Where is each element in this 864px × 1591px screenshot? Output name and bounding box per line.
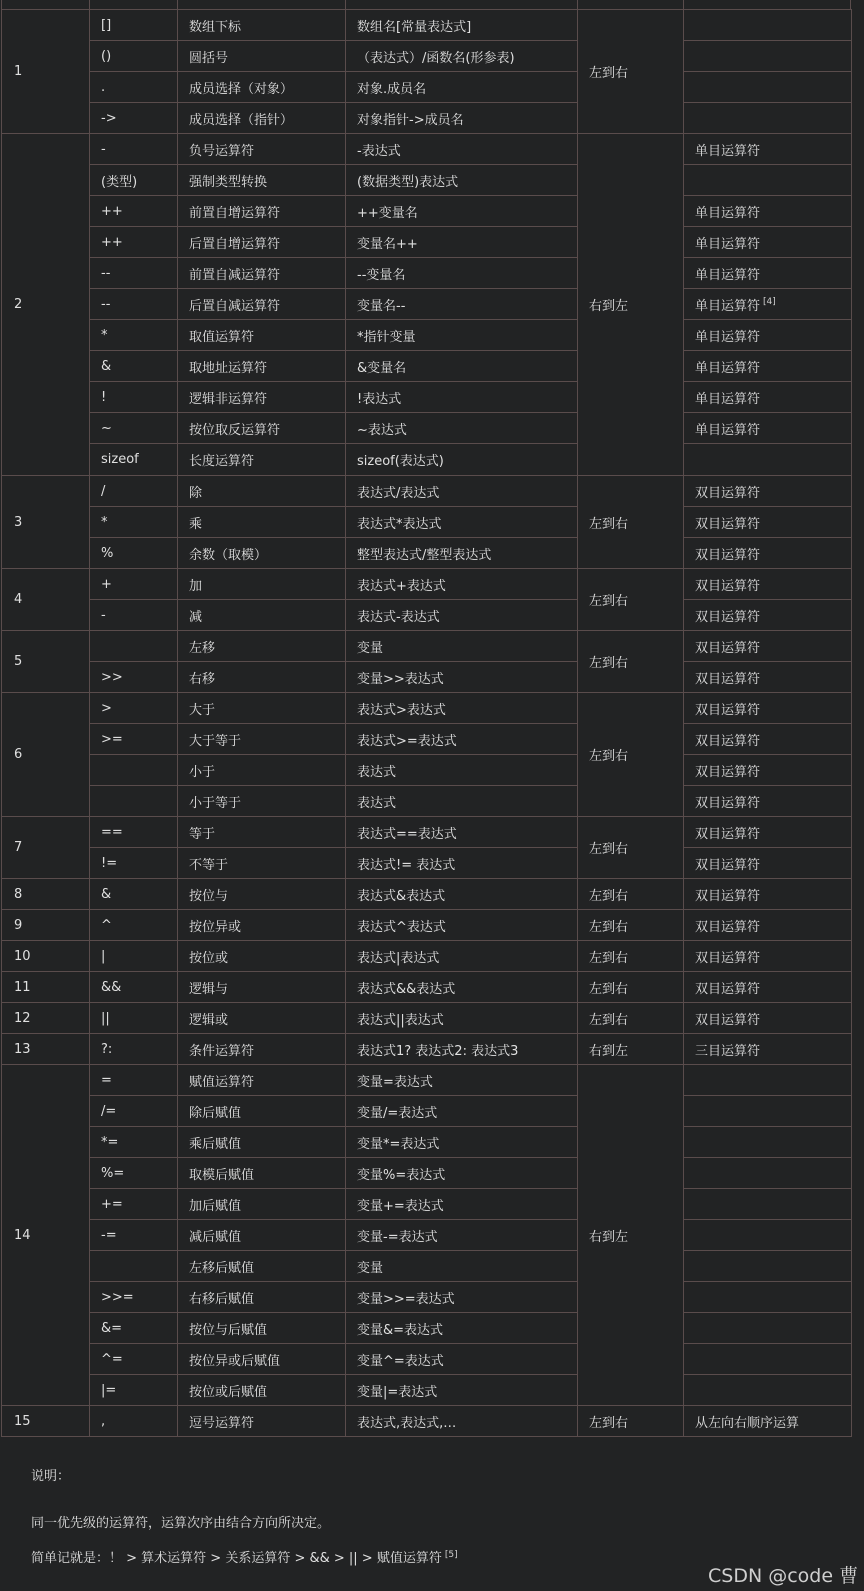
note-cell [684, 972, 852, 1003]
operator-cell: % [90, 538, 178, 569]
note-text: 单目运算符 [695, 329, 761, 345]
operator-name-cell: 大于等于 [178, 724, 346, 755]
table-row [2, 165, 852, 196]
usage-form-cell: 变量>>表达式 [346, 662, 578, 693]
operator-cell: sizeof [90, 444, 178, 476]
precedence-level-cell: 5 [2, 631, 90, 693]
table-row [2, 227, 852, 258]
operator-name-cell: 逗号运算符 [178, 1406, 346, 1437]
operator-name-cell: 左移 [178, 631, 346, 662]
note-cell [684, 600, 852, 631]
note-cell [684, 289, 852, 320]
usage-form-cell: 表达式*表达式 [346, 507, 578, 538]
operator-cell: || [90, 1003, 178, 1034]
note-cell [684, 1251, 852, 1282]
usage-form-cell: sizeof(表达式) [346, 444, 578, 476]
note-cell [684, 569, 852, 600]
note-text: 单目运算符 [695, 391, 761, 407]
usage-form-cell: 表达式,表达式,… [346, 1406, 578, 1437]
note-text: 双目运算符 [695, 888, 761, 904]
operator-cell: () [90, 41, 178, 72]
usage-form-cell: 表达式1? 表达式2: 表达式3 [346, 1034, 578, 1065]
note-cell [684, 165, 852, 196]
precedence-level-cell: 11 [2, 972, 90, 1003]
precedence-level-cell: 6 [2, 693, 90, 817]
usage-form-cell: *指针变量 [346, 320, 578, 351]
associativity-cell: 右到左 [578, 1034, 684, 1065]
usage-form-cell: 表达式>=表达式 [346, 724, 578, 755]
associativity-cell: 左到右 [578, 1406, 684, 1437]
note-cell [684, 879, 852, 910]
usage-form-cell: 变量 [346, 1251, 578, 1282]
usage-form-cell: ~表达式 [346, 413, 578, 444]
operator-name-cell: 前置自增运算符 [178, 196, 346, 227]
table-row [2, 693, 852, 724]
precedence-level-cell: 1 [2, 10, 90, 134]
precedence-level-cell: 15 [2, 1406, 90, 1437]
note-text: 双目运算符 [695, 919, 761, 935]
notes-line-2-text: 简单记就是：！ > 算术运算符 > 关系运算符 > && > || > 赋值运算符 [31, 1551, 442, 1566]
operator-cell: ~ [90, 413, 178, 444]
note-cell [684, 1065, 852, 1096]
table-row [2, 1065, 852, 1096]
usage-form-cell: 变量*=表达式 [346, 1127, 578, 1158]
operator-name-cell: 后置自增运算符 [178, 227, 346, 258]
usage-form-cell: 表达式||表达式 [346, 1003, 578, 1034]
table-row [2, 600, 852, 631]
precedence-level-cell: 3 [2, 476, 90, 569]
note-text: 双目运算符 [695, 1012, 761, 1028]
operator-cell: / [90, 476, 178, 507]
operator-name-cell: 取值运算符 [178, 320, 346, 351]
table-row [2, 1375, 852, 1406]
operator-name-cell: 按位异或 [178, 910, 346, 941]
operator-name-cell: 按位与 [178, 879, 346, 910]
operator-cell: > [90, 693, 178, 724]
operator-name-cell: 等于 [178, 817, 346, 848]
operator-cell: ^= [90, 1344, 178, 1375]
table-row [2, 1003, 852, 1034]
note-text: 从左向右顺序运算 [695, 1415, 800, 1431]
note-cell [684, 724, 852, 755]
associativity-cell: 左到右 [578, 972, 684, 1003]
table-row [2, 103, 852, 134]
operator-cell [90, 631, 178, 662]
table-row [2, 724, 852, 755]
operator-name-cell: 乘后赋值 [178, 1127, 346, 1158]
note-text: 双目运算符 [695, 609, 761, 625]
note-text: 双目运算符 [695, 702, 761, 718]
note-text: 双目运算符 [695, 547, 761, 563]
notes-line-2-ref[interactable]: [5] [444, 1549, 458, 1560]
note-text: 三目运算符 [695, 1043, 761, 1059]
operator-cell: %= [90, 1158, 178, 1189]
operator-cell: >= [90, 724, 178, 755]
table-row [2, 1220, 852, 1251]
table-row [2, 569, 852, 600]
table-row [2, 1251, 852, 1282]
table-row [2, 972, 852, 1003]
note-cell [684, 910, 852, 941]
operator-cell: -> [90, 103, 178, 134]
operator-name-cell: 长度运算符 [178, 444, 346, 476]
usage-form-cell: 表达式|表达式 [346, 941, 578, 972]
table-row [2, 196, 852, 227]
table-row [2, 1344, 852, 1375]
table-row [2, 134, 852, 165]
usage-form-cell: 表达式-表达式 [346, 600, 578, 631]
operator-cell: *= [90, 1127, 178, 1158]
operator-name-cell: 小于等于 [178, 786, 346, 817]
table-row [2, 910, 852, 941]
table-row [2, 538, 852, 569]
note-cell [684, 1375, 852, 1406]
table-row [2, 786, 852, 817]
operator-cell: ?: [90, 1034, 178, 1065]
table-row [2, 413, 852, 444]
note-cell [684, 258, 852, 289]
note-text: 双目运算符 [695, 485, 761, 501]
note-cell [684, 1406, 852, 1437]
operator-cell: + [90, 569, 178, 600]
operator-name-cell: 按位或 [178, 941, 346, 972]
operator-name-cell: 乘 [178, 507, 346, 538]
operator-name-cell: 右移后赋值 [178, 1282, 346, 1313]
operator-cell: ++ [90, 196, 178, 227]
usage-form-cell: 表达式==表达式 [346, 817, 578, 848]
usage-form-cell: 变量&=表达式 [346, 1313, 578, 1344]
operator-name-cell: 右移 [178, 662, 346, 693]
usage-form-cell: &变量名 [346, 351, 578, 382]
note-cell [684, 320, 852, 351]
usage-form-cell: 表达式/表达式 [346, 476, 578, 507]
note-cell [684, 72, 852, 103]
note-cell [684, 227, 852, 258]
usage-form-cell: 变量/=表达式 [346, 1096, 578, 1127]
operator-cell: /= [90, 1096, 178, 1127]
note-text: 单目运算符 [695, 267, 761, 283]
operator-name-cell: 加后赋值 [178, 1189, 346, 1220]
operator-name-cell: 强制类型转换 [178, 165, 346, 196]
note-cell [684, 1344, 852, 1375]
precedence-level-cell: 12 [2, 1003, 90, 1034]
operator-cell: . [90, 72, 178, 103]
note-cell [684, 1158, 852, 1189]
operator-cell [90, 786, 178, 817]
note-cell [684, 507, 852, 538]
operator-cell: |= [90, 1375, 178, 1406]
operator-name-cell: 数组下标 [178, 10, 346, 41]
table-row [2, 631, 852, 662]
usage-form-cell: --变量名 [346, 258, 578, 289]
operator-cell: -- [90, 289, 178, 320]
usage-form-cell: 表达式&&表达式 [346, 972, 578, 1003]
precedence-level-cell: 13 [2, 1034, 90, 1065]
associativity-cell: 右到左 [578, 1065, 684, 1406]
table-row [2, 382, 852, 413]
operator-cell: * [90, 507, 178, 538]
table-top-edge [1, 0, 851, 9]
note-cell [684, 1313, 852, 1344]
note-text: 单目运算符 [695, 143, 761, 159]
usage-form-cell: 对象.成员名 [346, 72, 578, 103]
operator-cell: >>= [90, 1282, 178, 1313]
operator-name-cell: 逻辑非运算符 [178, 382, 346, 413]
usage-form-cell: 变量+=表达式 [346, 1189, 578, 1220]
precedence-level-cell: 10 [2, 941, 90, 972]
usage-form-cell: 对象指针->成员名 [346, 103, 578, 134]
operator-cell: & [90, 351, 178, 382]
precedence-level-cell: 2 [2, 134, 90, 476]
usage-form-cell: 表达式 [346, 755, 578, 786]
operator-name-cell: 按位或后赋值 [178, 1375, 346, 1406]
note-cell [684, 1220, 852, 1251]
table-row [2, 444, 852, 476]
operator-name-cell: 取地址运算符 [178, 351, 346, 382]
operator-name-cell: 取模后赋值 [178, 1158, 346, 1189]
operator-name-cell: 按位异或后赋值 [178, 1344, 346, 1375]
note-cell [684, 351, 852, 382]
note-text: 单目运算符 [695, 422, 761, 438]
operator-cell: == [90, 817, 178, 848]
table-row [2, 1313, 852, 1344]
operator-name-cell: 后置自减运算符 [178, 289, 346, 320]
note-cell [684, 662, 852, 693]
operator-name-cell: 按位取反运算符 [178, 413, 346, 444]
usage-form-cell: ++变量名 [346, 196, 578, 227]
associativity-cell: 左到右 [578, 879, 684, 910]
operator-name-cell: 除 [178, 476, 346, 507]
operator-cell: &= [90, 1313, 178, 1344]
operator-cell: -- [90, 258, 178, 289]
reference-link[interactable]: [4] [763, 297, 776, 308]
operator-precedence-table [1, 9, 852, 1437]
operator-name-cell: 前置自减运算符 [178, 258, 346, 289]
note-cell [684, 476, 852, 507]
note-text: 双目运算符 [695, 826, 761, 842]
usage-form-cell: 表达式&表达式 [346, 879, 578, 910]
notes-heading: 说明： [31, 1469, 71, 1484]
operator-name-cell: 不等于 [178, 848, 346, 879]
precedence-level-cell: 8 [2, 879, 90, 910]
note-text: 双目运算符 [695, 733, 761, 749]
note-text: 双目运算符 [695, 981, 761, 997]
operator-cell: && [90, 972, 178, 1003]
operator-cell: ^ [90, 910, 178, 941]
associativity-cell: 左到右 [578, 10, 684, 134]
operator-cell [90, 755, 178, 786]
operator-name-cell: 减 [178, 600, 346, 631]
table-row [2, 1127, 852, 1158]
note-cell [684, 444, 852, 476]
table-row [2, 41, 852, 72]
note-cell [684, 848, 852, 879]
precedence-level-cell: 7 [2, 817, 90, 879]
note-text: 单目运算符 [695, 205, 761, 221]
operator-name-cell: 加 [178, 569, 346, 600]
note-cell [684, 134, 852, 165]
notes-line-2 [31, 1547, 458, 1566]
operator-name-cell: 赋值运算符 [178, 1065, 346, 1096]
operator-cell: * [90, 320, 178, 351]
precedence-level-cell: 4 [2, 569, 90, 631]
note-text: 双目运算符 [695, 640, 761, 656]
operator-name-cell: 逻辑与 [178, 972, 346, 1003]
usage-form-cell: 表达式^表达式 [346, 910, 578, 941]
usage-form-cell: 变量%=表达式 [346, 1158, 578, 1189]
note-cell [684, 413, 852, 444]
operator-name-cell: 左移后赋值 [178, 1251, 346, 1282]
note-text: 双目运算符 [695, 516, 761, 532]
usage-form-cell: 变量^=表达式 [346, 1344, 578, 1375]
operator-cell: - [90, 134, 178, 165]
table-row [2, 1034, 852, 1065]
operator-name-cell: 余数（取模） [178, 538, 346, 569]
usage-form-cell: 变量|=表达式 [346, 1375, 578, 1406]
note-cell [684, 755, 852, 786]
usage-form-cell: 变量-=表达式 [346, 1220, 578, 1251]
note-text: 双目运算符 [695, 671, 761, 687]
operator-cell: = [90, 1065, 178, 1096]
table-row [2, 10, 852, 41]
note-cell [684, 1127, 852, 1158]
associativity-cell: 左到右 [578, 569, 684, 631]
note-text: 双目运算符 [695, 764, 761, 780]
associativity-cell: 左到右 [578, 631, 684, 693]
usage-form-cell: 变量名++ [346, 227, 578, 258]
usage-form-cell: !表达式 [346, 382, 578, 413]
usage-form-cell: 数组名[常量表达式] [346, 10, 578, 41]
operator-name-cell: 成员选择（对象） [178, 72, 346, 103]
operator-cell: -= [90, 1220, 178, 1251]
associativity-cell: 左到右 [578, 941, 684, 972]
associativity-cell: 左到右 [578, 1003, 684, 1034]
operator-name-cell: 减后赋值 [178, 1220, 346, 1251]
note-cell [684, 103, 852, 134]
note-cell [684, 1003, 852, 1034]
associativity-cell: 右到左 [578, 134, 684, 476]
usage-form-cell: 变量 [346, 631, 578, 662]
note-cell [684, 10, 852, 41]
note-cell [684, 817, 852, 848]
note-text: 双目运算符 [695, 795, 761, 811]
operator-cell: & [90, 879, 178, 910]
note-text: 单目运算符 [695, 360, 761, 376]
associativity-cell: 左到右 [578, 693, 684, 817]
operator-name-cell: 条件运算符 [178, 1034, 346, 1065]
note-cell [684, 1034, 852, 1065]
operator-cell: [] [90, 10, 178, 41]
table-row [2, 1189, 852, 1220]
table-row [2, 755, 852, 786]
table-row [2, 848, 852, 879]
note-cell [684, 1189, 852, 1220]
note-cell [684, 1096, 852, 1127]
note-cell [684, 941, 852, 972]
operator-name-cell: 按位与后赋值 [178, 1313, 346, 1344]
note-cell [684, 382, 852, 413]
table-row [2, 351, 852, 382]
table-row [2, 817, 852, 848]
operator-cell: , [90, 1406, 178, 1437]
csdn-watermark: CSDN @code 曹 [708, 1565, 859, 1587]
operator-cell: ! [90, 382, 178, 413]
usage-form-cell: 表达式 [346, 786, 578, 817]
note-cell [684, 1282, 852, 1313]
usage-form-cell: （表达式）/函数名(形参表) [346, 41, 578, 72]
note-text: 单目运算符 [695, 298, 761, 314]
table-row [2, 1096, 852, 1127]
note-cell [684, 693, 852, 724]
note-cell [684, 786, 852, 817]
note-cell [684, 631, 852, 662]
precedence-level-cell: 9 [2, 910, 90, 941]
operator-cell: != [90, 848, 178, 879]
note-cell [684, 41, 852, 72]
table-row [2, 662, 852, 693]
operator-cell: (类型) [90, 165, 178, 196]
usage-form-cell: 变量=表达式 [346, 1065, 578, 1096]
usage-form-cell: 表达式+表达式 [346, 569, 578, 600]
operator-name-cell: 除后赋值 [178, 1096, 346, 1127]
operator-name-cell: 逻辑或 [178, 1003, 346, 1034]
operator-name-cell: 圆括号 [178, 41, 346, 72]
operator-cell [90, 1251, 178, 1282]
usage-form-cell: 表达式>表达式 [346, 693, 578, 724]
table-row [2, 72, 852, 103]
table-row [2, 507, 852, 538]
operator-cell: | [90, 941, 178, 972]
table-row [2, 320, 852, 351]
note-text: 单目运算符 [695, 236, 761, 252]
operator-cell: ++ [90, 227, 178, 258]
operator-cell: - [90, 600, 178, 631]
note-text: 双目运算符 [695, 950, 761, 966]
usage-form-cell: (数据类型)表达式 [346, 165, 578, 196]
operator-name-cell: 成员选择（指针） [178, 103, 346, 134]
operator-cell: += [90, 1189, 178, 1220]
note-cell [684, 196, 852, 227]
precedence-level-cell: 14 [2, 1065, 90, 1406]
table-row [2, 476, 852, 507]
table-row [2, 1282, 852, 1313]
table-row [2, 1158, 852, 1189]
usage-form-cell: 变量名-- [346, 289, 578, 320]
operator-name-cell: 小于 [178, 755, 346, 786]
table-row [2, 879, 852, 910]
operator-name-cell: 大于 [178, 693, 346, 724]
notes-line-1: 同一优先级的运算符，运算次序由结合方向所决定。 [31, 1516, 331, 1531]
table-row [2, 941, 852, 972]
note-text: 双目运算符 [695, 857, 761, 873]
table-row [2, 289, 852, 320]
table-row [2, 258, 852, 289]
operator-name-cell: 负号运算符 [178, 134, 346, 165]
note-cell [684, 538, 852, 569]
operator-cell: >> [90, 662, 178, 693]
associativity-cell: 左到右 [578, 476, 684, 569]
table-row [2, 1406, 852, 1437]
usage-form-cell: -表达式 [346, 134, 578, 165]
associativity-cell: 左到右 [578, 817, 684, 879]
associativity-cell: 左到右 [578, 910, 684, 941]
usage-form-cell: 整型表达式/整型表达式 [346, 538, 578, 569]
usage-form-cell: 表达式!= 表达式 [346, 848, 578, 879]
usage-form-cell: 变量>>=表达式 [346, 1282, 578, 1313]
note-text: 双目运算符 [695, 578, 761, 594]
